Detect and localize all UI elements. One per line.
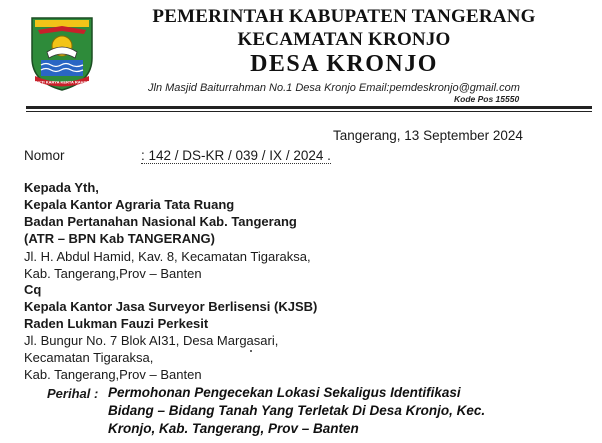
recipient-line-5: Kab. Tangerang,Prov – Banten	[24, 266, 202, 281]
recipient-line-9: Kecamatan Tigaraksa,	[24, 350, 154, 365]
letterhead-address: Jln Masjid Baiturrahman No.1 Desa Kronjo Email:pemdeskronjo@gmail.com	[148, 82, 520, 94]
letterhead-divider-thick	[26, 106, 592, 109]
recipient-line-3: (ATR – BPN Kab TANGERANG)	[24, 231, 215, 246]
letter-date: Tangerang, 13 September 2024	[333, 128, 523, 143]
letterhead-line-1: PEMERINTAH KABUPATEN TANGERANG	[152, 6, 536, 27]
recipient-line-4: Jl. H. Abdul Hamid, Kav. 8, Kecamatan Tigaraksa,	[24, 249, 311, 264]
perihal-line-1: Permohonan Pengecekan Lokasi Sekaligus Identifikasi	[108, 385, 461, 400]
letterhead-divider-thin	[26, 111, 592, 112]
recipient-line-2: Badan Pertanahan Nasional Kab. Tangerang	[24, 214, 297, 229]
recipient-line-7: Raden Lukman Fauzi Perkesit	[24, 316, 209, 331]
recipient-line-10: Kab. Tangerang,Prov – Banten	[24, 367, 202, 382]
perihal-line-2: Bidang – Bidang Tanah Yang Terletak Di Desa Kronjo, Kec.	[108, 403, 486, 418]
letterhead-line-2: KECAMATAN KRONJO	[237, 29, 451, 50]
logo-motto: BHAKTI KARYA KERTA RAHARJA	[29, 79, 95, 85]
perihal-line-3: Kronjo, Kab. Tangerang, Prov – Banten	[108, 421, 359, 436]
recipient-line-8: Jl. Bungur No. 7 Blok AI31, Desa Margasari,	[24, 333, 279, 348]
stray-dot	[250, 350, 252, 352]
kabupaten-tangerang-emblem	[27, 12, 97, 92]
letterhead-line-3: DESA KRONJO	[250, 51, 438, 77]
nomor-label: Nomor	[24, 148, 65, 163]
perihal-label: Perihal :	[47, 386, 99, 401]
recipient-cq: Cq	[24, 282, 42, 297]
recipient-line-1: Kepala Kantor Agraria Tata Ruang	[24, 197, 235, 212]
nomor-value: : 142 / DS-KR / 039 / IX / 2024 .	[141, 148, 331, 163]
letterhead-postcode: Kode Pos 15550	[454, 94, 520, 104]
recipient-greeting: Kepada Yth,	[24, 180, 99, 195]
recipient-line-6: Kepala Kantor Jasa Surveyor Berlisensi (KJSB)	[24, 299, 318, 314]
